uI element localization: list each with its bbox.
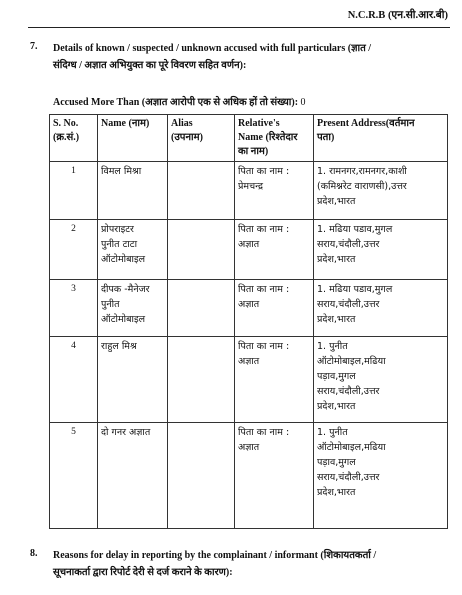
cell-address (314, 220, 448, 280)
cell-relative (235, 220, 314, 280)
table-row (50, 162, 448, 220)
section8-title (53, 547, 376, 581)
header-alias (168, 115, 235, 162)
table-row (50, 280, 448, 337)
cell-address-line: 1. पुनीत (317, 427, 348, 438)
section8-title-line2: सूचनाकर्ता द्वारा रिपोर्ट देरी से दर्ज कराने के कारण): (53, 567, 233, 578)
header-divider (28, 27, 450, 28)
header-line: Relative's (238, 118, 280, 129)
header-sno (50, 115, 98, 162)
cell-sno: 4 (50, 337, 98, 423)
section8-title-line1: Reasons for delay in reporting by the complainant / informant (शिकायतकर्ता / (53, 550, 377, 561)
cell-relative-line: पिता का नाम : (238, 427, 290, 438)
cell-name (98, 220, 168, 280)
cell-relative (235, 423, 314, 529)
header-line: Name (रिश्तेदार (238, 132, 298, 143)
header-line: पता) (317, 132, 335, 143)
cell-address-line: (कमिश्नरेट वाराणसी),उत्तर (317, 181, 407, 192)
cell-address-line: 1. मढिया पडाव,मुगल (317, 284, 393, 295)
cell-name (98, 280, 168, 337)
cell-address-line: सराय,चंदौली,उत्तर (317, 239, 380, 250)
cell-name-line: पुनीत टाटा (101, 239, 138, 250)
cell-relative-line: अज्ञात (238, 299, 260, 310)
cell-sno: 5 (50, 423, 98, 529)
cell-name (98, 162, 168, 220)
cell-sno: 2 (50, 220, 98, 280)
cell-name (98, 337, 168, 423)
cell-address-line: प्रदेश,भारत (317, 254, 356, 265)
section7-title-line2: संदिग्ध / अज्ञात अभियुक्त का पूरे विवरण सहित वर्णन): (53, 60, 247, 71)
cell-alias (168, 337, 235, 423)
header-line: Name (नाम) (101, 118, 150, 129)
cell-address-line: प्रदेश,भारत (317, 401, 356, 412)
cell-address (314, 423, 448, 529)
cell-name-line: पुनीत (101, 299, 120, 310)
cell-address (314, 162, 448, 220)
header-address (314, 115, 448, 162)
cell-name-line: दीपक -मैनेजर (101, 284, 150, 295)
header-line: Present Address(वर्तमान (317, 118, 415, 129)
cell-address-line: प्रदेश,भारत (317, 314, 356, 325)
cell-relative-line: पिता का नाम : (238, 341, 290, 352)
cell-alias (168, 162, 235, 220)
cell-relative-line: अज्ञात (238, 442, 260, 453)
cell-address-line: प्रदेश,भारत (317, 196, 356, 207)
header-line: (उपनाम) (171, 132, 203, 143)
cell-address-line: सराय,चंदौली,उत्तर (317, 386, 380, 397)
cell-name-line: दो गनर अज्ञात (101, 427, 151, 438)
accused-more-than (53, 94, 306, 108)
cell-alias (168, 280, 235, 337)
cell-relative (235, 280, 314, 337)
cell-address-line: ऑटोमोबाइल,मढिया (317, 442, 386, 453)
accused-more-than-label: Accused More Than (अज्ञात आरोपी एक से अधिक हों तो संख्या): (53, 97, 299, 108)
cell-address-line: प्रदेश,भारत (317, 487, 356, 498)
cell-relative-line: अज्ञात (238, 356, 260, 367)
table-header-row (50, 115, 448, 162)
table-row (50, 423, 448, 529)
cell-address-line: 1. मढिया पडाव,मुगल (317, 224, 393, 235)
header-line: S. No. (53, 118, 79, 129)
cell-address-line: 1. पुनीत (317, 341, 348, 352)
accused-more-than-value: 0 (300, 97, 306, 108)
accused-table (49, 114, 448, 529)
cell-address-line: सराय,चंदौली,उत्तर (317, 299, 380, 310)
cell-address-line: पड़ाव,मुगल (317, 371, 356, 382)
header-name (98, 115, 168, 162)
cell-name-line: ऑटोमोबाइल (101, 314, 146, 325)
cell-relative-line: पिता का नाम : (238, 166, 290, 177)
header-org: N.C.R.B (एन.सी.आर.बी) (347, 10, 448, 21)
cell-name-line: प्रोपराइटर (101, 224, 134, 235)
header-line: Alias (171, 118, 193, 129)
cell-relative-line: पिता का नाम : (238, 284, 290, 295)
section7-title-line1: Details of known / suspected / unknown accused with full particulars (ज्ञात / (53, 43, 372, 54)
cell-alias (168, 423, 235, 529)
cell-relative (235, 337, 314, 423)
header-line: (क्र.सं.) (53, 132, 80, 143)
cell-sno: 1 (50, 162, 98, 220)
cell-relative-line: पिता का नाम : (238, 224, 290, 235)
cell-name-line: ऑटोमोबाइल (101, 254, 146, 265)
header-relative (235, 115, 314, 162)
table-row (50, 337, 448, 423)
cell-address (314, 337, 448, 423)
section8-number: 8. (30, 548, 38, 559)
table-row (50, 220, 448, 280)
section7-number: 7. (30, 41, 38, 52)
cell-name-line: विमल मिश्रा (101, 166, 142, 177)
cell-name-line: राहुल मिश्र (101, 341, 137, 352)
cell-address-line: ऑटोमोबाइल,मढिया (317, 356, 386, 367)
header-line: का नाम) (238, 146, 269, 157)
cell-relative-line: अज्ञात (238, 239, 260, 250)
cell-address-line: 1. रामनगर,रामनगर,काशी (317, 166, 407, 177)
cell-name (98, 423, 168, 529)
cell-address-line: पड़ाव,मुगल (317, 457, 356, 468)
cell-sno: 3 (50, 280, 98, 337)
cell-relative (235, 162, 314, 220)
cell-relative-line: प्रेमचन्द्र (238, 181, 264, 192)
cell-address (314, 280, 448, 337)
cell-address-line: सराय,चंदौली,उत्तर (317, 472, 380, 483)
section7-title (53, 40, 371, 74)
cell-alias (168, 220, 235, 280)
